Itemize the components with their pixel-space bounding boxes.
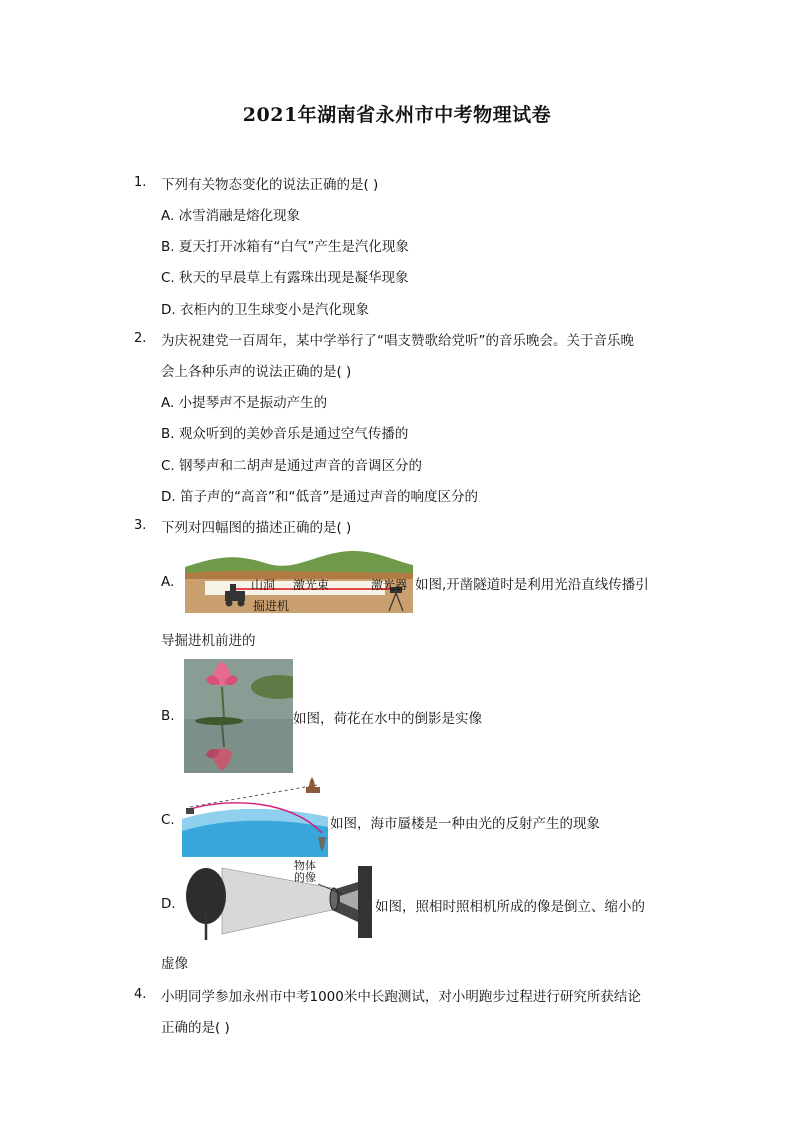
option-d-letter: D. [161, 896, 176, 912]
question-stem: 为庆祝建党一百周年，某中学举行了“唱支赞歌给党听”的音乐晚会。关于音乐晚 [161, 333, 634, 349]
option-b-letter: B. [161, 708, 175, 724]
option-a-text: 如图,开凿隧道时是利用光沿直线传播引 [415, 577, 649, 593]
question-stem-cont: 正确的是( ) [161, 1020, 230, 1036]
image-label-top: 物体 [294, 860, 316, 872]
option-a: A. 冰雪消融是熔化现象 [161, 208, 301, 224]
question-stem: 小明同学参加永州市中考1000米中长跑测试，对小明跑步过程进行研究所获结论 [161, 989, 641, 1005]
option-c-text: 如图，海市蜃楼是一种由光的反射产生的现象 [330, 816, 600, 832]
laser-label: 激光器 [371, 578, 408, 592]
question-number: 1. [134, 175, 147, 190]
option-b: B. 观众听到的美妙音乐是通过空气传播的 [161, 426, 409, 442]
page-title: 2021年湖南省永州市中考物理试卷 [242, 104, 552, 126]
camera-figure [182, 860, 374, 944]
cave-label: 山洞 [251, 578, 276, 592]
option-a-cont: 导掘进机前进的 [161, 633, 256, 649]
question-stem-cont: 会上各种乐声的说法正确的是( ) [161, 364, 352, 380]
option-d: D. 衣柜内的卫生球变小是汽化现象 [161, 302, 369, 318]
option-d-cont: 虚像 [161, 956, 188, 972]
tunnel-figure [185, 551, 413, 613]
option-d: D. 笛子声的“高音”和“低音”是通过声音的响度区分的 [161, 489, 478, 505]
question-number: 2. [134, 331, 147, 346]
option-a-letter: A. [161, 574, 175, 590]
lotus-figure [184, 659, 293, 773]
option-c: C. 钢琴声和二胡声是通过声音的音调区分的 [161, 458, 423, 474]
question-stem: 下列对四幅图的描述正确的是( ) [161, 520, 352, 536]
option-c-letter: C. [161, 812, 175, 828]
option-c: C. 秋天的早晨草上有露珠出现是凝华现象 [161, 270, 409, 286]
option-a: A. 小提琴声不是振动产生的 [161, 395, 328, 411]
question-number: 4. [134, 987, 147, 1002]
option-b-text: 如图，荷花在水中的倒影是实像 [293, 711, 482, 727]
image-label-bottom: 的像 [294, 871, 316, 884]
mirage-figure [182, 775, 328, 857]
option-d-text: 如图，照相时照相机所成的像是倒立、缩小的 [375, 899, 645, 915]
question-stem: 下列有关物态变化的说法正确的是( ) [161, 177, 379, 193]
beam-label: 激光束 [293, 578, 330, 592]
option-b: B. 夏天打开冰箱有“白气”产生是汽化现象 [161, 239, 409, 255]
question-number: 3. [134, 518, 147, 533]
machine-label: 掘进机 [253, 599, 290, 613]
